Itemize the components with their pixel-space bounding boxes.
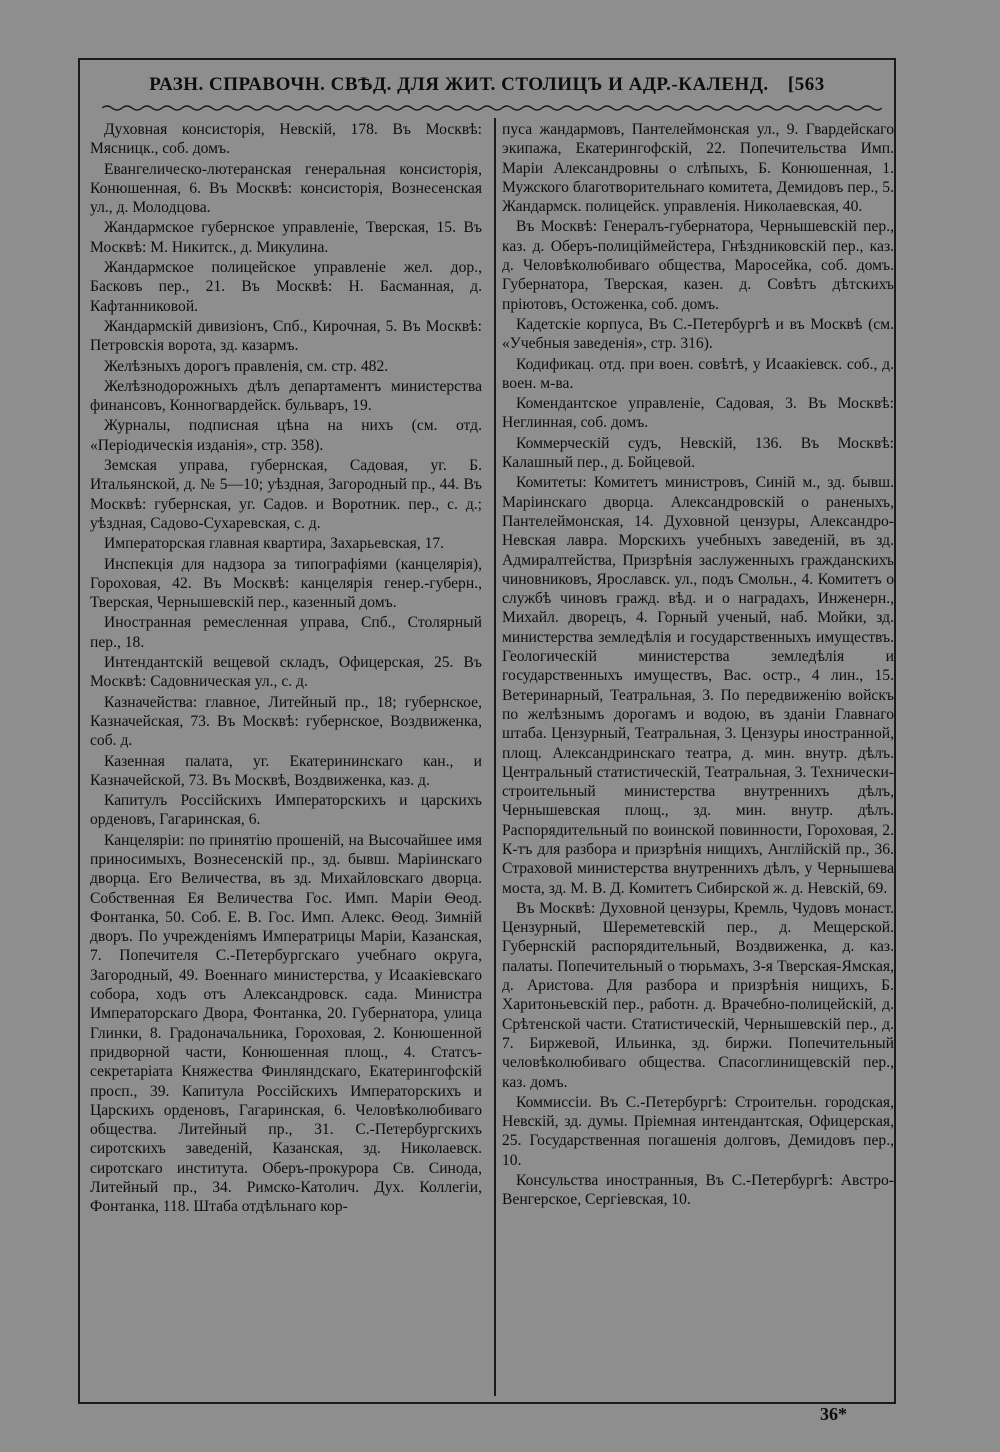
left-column-entry: Жандармскій дивизіонъ, Спб., Кирочная, 5. Въ Москвѣ: Петровскія ворота, зд. казармъ.	[90, 317, 482, 355]
left-column-entry: Журналы, подписная цѣна на нихъ (см. отд. «Періодическія изданія», стр. 358).	[90, 417, 482, 454]
left-column-entry: Жандармское полицейское управленіе жел. дор., Басковъ пер., 21. Въ Москвѣ: Н. Басманная, д. Кафтанниковой.	[90, 259, 482, 315]
left-column-entry: Земская управа, губернская, Садовая, уг. Б. Итальянской, д. № 5—10; уѣздная, Загородный пр., 44. Въ Москвѣ: губернская, уг. Садов. и Воротник. пер., с. д.; уѣздная, Садово-Сухаревская, с. д.	[90, 457, 482, 532]
page-number: [563	[787, 74, 825, 95]
right-column-entry: Комендантское управленіе, Садовая, 3. Въ Москвѣ: Неглинная, соб. домъ.	[502, 395, 894, 432]
right-column-entry: Коммиссіи. Въ С.-Петербургѣ: Строительн. городская, Невскій, зд. думы. Пріемная интендантская, Офицерская, 25. Государственная погашенія долговъ, Демидовъ пер., 10.	[502, 1093, 894, 1169]
right-column-entry: Въ Москвѣ: Генералъ-губернатора, Чернышевскій пер., каз. д. Оберъ-полиціймейстера, Гнѣздниковскій пер., каз. д. Человѣколюбиваго общества, Маросейка, соб. домъ. Губернатора, Тверская, казен. д. Совѣтъ дѣтскихъ пріютовъ, Остоженка, соб. домъ.	[502, 218, 894, 313]
right-column-entry: Коммерческій судъ, Невскій, 136. Въ Москвѣ: Калашный пер., д. Бойцевой.	[502, 434, 894, 472]
left-column-entry: Желѣзнодорожныхъ дѣлъ департаментъ министерства финансовъ, Конногвардейск. бульваръ, 19.	[90, 377, 482, 415]
left-column-entry: Иностранная ремесленная управа, Спб., Столярный пер., 18.	[90, 614, 482, 651]
right-column-entry: пуса жандармовъ, Пантелеймонская ул., 9. Гвардейскаго экипажа, Екатерингофскій, 22. Попечительства Имп. Маріи Александровны о слѣпыхъ, Б. Конюшенная, 1. Мужского благотворительнаго комитета, Демидовъ пер., 5. Жандармск. полицейск. управленія. Николаевская, 40.	[502, 121, 894, 216]
column-divider	[494, 118, 496, 1396]
running-header	[80, 74, 894, 104]
right-column-entry: Кодификац. отд. при воен. совѣтѣ, у Исаакіевск. соб., д. воен. м-ва.	[502, 355, 894, 392]
right-column-entry: Въ Москвѣ: Духовной цензуры, Кремль, Чудовъ монаст. Цензурный, Шереметевскій пер., д. Мещерской. Губернскій распорядительный, Воздвиженка, д. каз. палаты. Попечительный о тюрьмахъ, 3-я Тверская-Ямская, д. Аристова. Для разбора и призрѣнія нищихъ, Б. Харитоньевскій пер., работн. д. Врачебно-полицейскій, д. Срѣтенской части. Статистическій, Чернышевскій пер., д. 7. Биржевой, Ильинка, зд. биржи. Попечительный человѣколюбиваго общества. Спасоглинищевскій пер., каз. домъ.	[502, 899, 894, 1091]
left-column-entry: Казенная палата, уг. Екатерининскаго кан., и Казначейской, 73. Въ Москвѣ, Воздвиженка, каз. д.	[90, 752, 482, 789]
left-column-entry: Казначейства: главное, Литейный пр., 18; губернское, Казначейская, 73. Въ Москвѣ: губернское, Воздвиженка, соб. д.	[90, 693, 482, 750]
left-column-entry: Желѣзныхъ дорогъ правленія, см. стр. 482.	[104, 357, 389, 375]
signature-mark: 36*	[820, 1404, 847, 1424]
wavy-rule	[102, 104, 882, 112]
left-column-entry: Евангелическо-лютеранская генеральная консисторія, Конюшенная, 6. Въ Москвѣ: консисторія, Вознесенская ул., д. Молодцова.	[90, 160, 482, 217]
left-column	[90, 120, 482, 1388]
right-column-entry: Кадетскіе корпуса, Въ С.-Петербургѣ и въ Москвѣ (см. «Учебныя заведенія», стр. 316).	[502, 315, 894, 353]
right-column-entry: Комитеты: Комитетъ министровъ, Синій м., зд. бывш. Маріинскаго дворца. Александровскій о раненыхъ, Пантелеймонская, 14. Духовной цензуры, Александро-Невская лавра. Морскихъ учебныхъ заведеній, въ зд. Адмиралтейства, Призрѣнія заслуженныхъ гражданскихъ чиновниковъ, Ярославск. ул., подъ Смольн., 4. Комитетъ о службѣ чиновъ гражд. вѣд. и о наградахъ, Инженерн., Михайл. дворецъ, 4. Горный ученый, наб. Мойки, зд. министерства земледѣлія и государственныхъ имуществъ. Геологическій министерства земледѣлія и государственныхъ имуществъ, Вас. остр., 4 лин., 15. Ветеринарный, Театральная, 3. По передвиженію войскъ по желѣзнымъ дорогамъ и водою, въ зданіи Главнаго штаба. Цензурный, Театральная, 3. Цензуры иностранной, площ. Александринскаго театра, д. мин. внутр. дѣлъ. Центральный статистическій, Театральная, 3. Технически-строительный министерства внутреннихъ дѣлъ, Чернышевская площ., зд. мин. внутр. дѣлъ. Распорядительный по воинской повинности, Гороховая, 2. К-тъ для разбора и призрѣнія нищихъ, Англійскій пр., 36. Страховой министерства внутреннихъ дѣлъ, у Чернышева моста, зд. М. В. Д. Комитетъ Сибирской ж. д. Невскій, 69.	[502, 474, 894, 897]
right-column-entry: Консульства иностранныя, Въ С.-Петербургѣ: Австро-Венгерское, Сергіевская, 10.	[502, 1172, 894, 1209]
left-column-entry: Духовная консисторія, Невскій, 178. Въ Москвѣ: Мясницк., соб. домъ.	[90, 121, 482, 158]
left-column-entry: Канцеляріи: по принятію прошеній, на Высочайшее имя приносимыхъ, Вознесенскій пр., зд. бывш. Маріинскаго дворца. Его Величества, въ зд. Михайловскаго дворца. Собственная Ея Величества Гос. Имп. Маріи Ѳеод. Фонтанка, 50. Соб. Е. В. Гос. Имп. Алекс. Ѳеод. Зимній дворъ. По учрежденіямъ Императрицы Маріи, Казанская, 7. Попечителя С.-Петербургскаго учебнаго округа, Загородный, 49. Военнаго министерства, у Исаакіевскаго собора, ходъ отъ Александровск. сада. Министра Императорскаго Двора, Фонтанка, 20. Губернатора, улица Глинки, 8. Градоначальника, Гороховая, 2. Конюшенной придворной части, Конюшенная площ., 4. Статсъ-секретаріата Княжества Финляндскаго, Екатерингофскій просп., 39. Капитула Россійскихъ Императорскихъ и Царскихъ орденовъ, Гагаринская, 6. Человѣколюбиваго общества. Литейный пр., 31. С.-Петербургскихъ сиротскихъ заведеній, Казанская, зд. Николаевск. сиротскаго института. Оберъ-прокурора Св. Синода, Литейный пр., 34. Римско-Католич. Дух. Коллегіи, Фонтанка, 118. Штаба отдѣльнаго кор-	[90, 831, 482, 1216]
right-column	[502, 120, 894, 1388]
left-column-entry: Жандармское губернское управленіе, Тверская, 15. Въ Москвѣ: М. Никитск., д. Микулина.	[90, 219, 482, 256]
left-column-entry: Императорская главная квартира, Захарьевская, 17.	[104, 535, 445, 553]
left-column-entry: Инспекція для надзора за типографіями (канцелярія), Гороховая, 42. Въ Москвѣ: канцелярія генер.-губерн., Тверская, Чернышевскій пер., казенный домъ.	[90, 555, 482, 612]
left-column-entry: Интендантскій вещевой складъ, Офицерская, 25. Въ Москвѣ: Садовническая ул., с. д.	[90, 654, 482, 691]
page-frame	[78, 58, 896, 1404]
left-column-entry: Капитулъ Россійскихъ Императорскихъ и царскихъ орденовъ, Гагаринская, 6.	[90, 792, 482, 829]
header-title: РАЗН. СПРАВОЧН. СВѢД. ДЛЯ ЖИТ. СТОЛИЦЪ И АДР.-КАЛЕНД.	[149, 74, 769, 95]
